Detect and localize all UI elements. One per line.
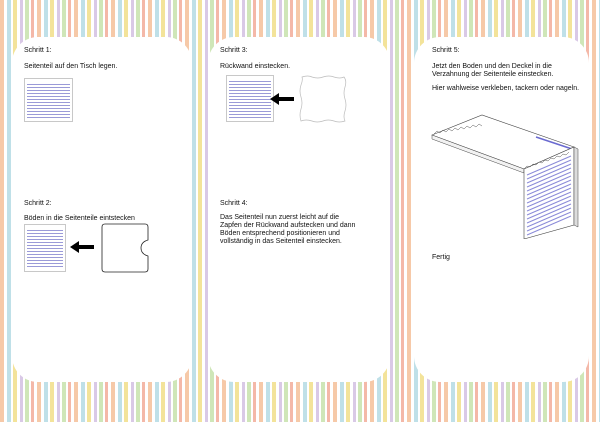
- arrow-left-icon: [70, 241, 94, 253]
- back-wall-outline: [298, 75, 348, 123]
- arrow-left-icon: [270, 93, 294, 105]
- step-1-title: Schritt 1:: [24, 47, 52, 54]
- instruction-panel-2: [208, 37, 390, 382]
- instruction-panel-1: [12, 37, 192, 382]
- step-5-line-2: Verzahnung der Seitenteile einstecken.: [432, 71, 554, 78]
- side-panel-illustration: [24, 78, 73, 122]
- assembled-shelf-illustration: [424, 107, 584, 239]
- final-text: Fertig: [432, 254, 450, 261]
- step-4-title: Schritt 4:: [220, 200, 248, 207]
- side-wall-outline: [101, 223, 153, 273]
- step-5-title: Schritt 5:: [432, 47, 460, 54]
- step-4-line-4: vollständig in das Seitenteil einstecken.: [220, 238, 342, 245]
- instruction-panel-3: [414, 37, 589, 382]
- step-4-line-1: Das Seitenteil nun zuerst leicht auf die: [220, 214, 340, 221]
- step-1-text: Seitenteil auf den Tisch legen.: [24, 63, 118, 70]
- step-3-title: Schritt 3:: [220, 47, 248, 54]
- step-4-line-2: Zapfen der Rückwand aufstecken und dann: [220, 222, 356, 229]
- step-2-title: Schritt 2:: [24, 200, 52, 207]
- step-5-note: Hier wahlweise verkleben, tackern oder nageln.: [432, 85, 580, 92]
- back-wall-illustration: [226, 75, 274, 122]
- shelf-panel-illustration: [24, 224, 66, 272]
- step-5-line-1: Jetzt den Boden und den Deckel in die: [432, 63, 552, 70]
- step-4-line-3: Böden entsprechend positionieren und: [220, 230, 340, 237]
- step-3-text: Rückwand einstecken.: [220, 63, 291, 70]
- step-2-text: Böden in die Seitenteile eintstecken: [24, 215, 135, 222]
